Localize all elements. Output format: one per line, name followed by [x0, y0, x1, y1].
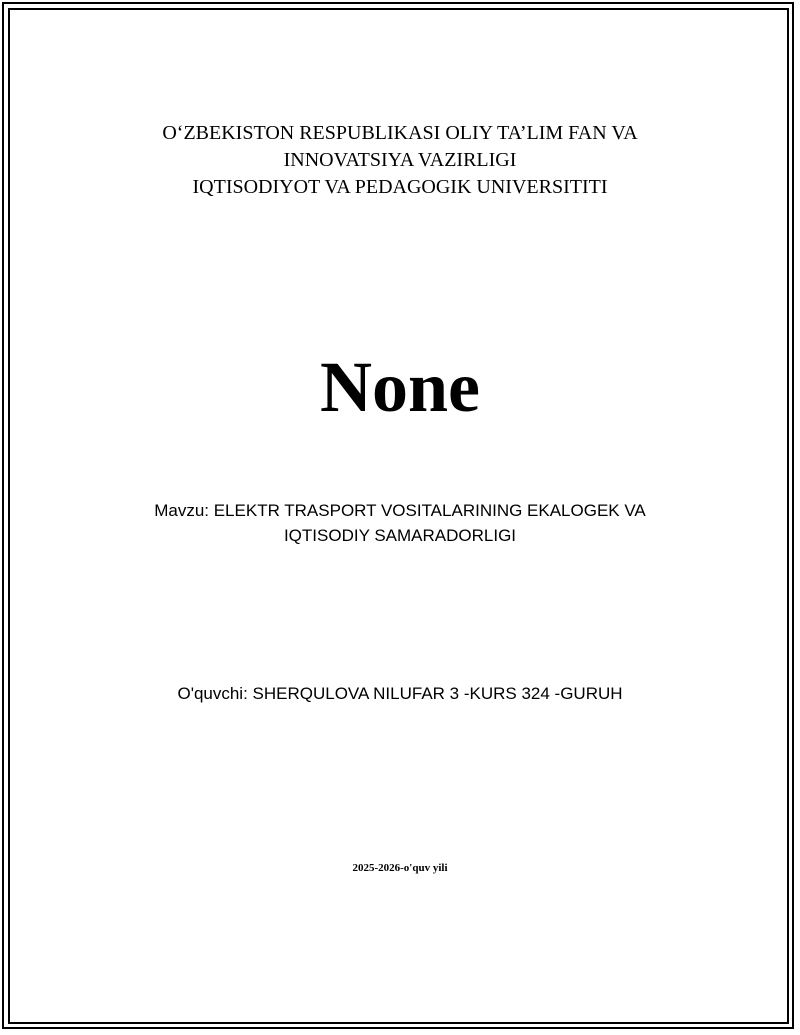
topic-block: [0, 498, 800, 548]
header-line-1: O‘ZBEKISTON RESPUBLIKASI OLIY TA’LIM FAN VA: [162, 122, 638, 144]
header-line-3: IQTISODIYOT VA PEDAGOGIK UNIVERSITITI: [192, 176, 608, 198]
topic-line-1: Mavzu: ELEKTR TRASPORT VOSITALARINING EKALOGEK VA: [154, 501, 646, 520]
header-line-2: INNOVATSIYA VAZIRLIGI: [283, 149, 517, 171]
ministry-header: [0, 120, 800, 201]
student-info: O'quvchi: SHERQULOVA NILUFAR 3 -KURS 324 -GURUH: [177, 684, 623, 703]
academic-year: 2025-2026-o'quv yili: [352, 862, 448, 874]
topic-line-2: IQTISODIY SAMARADORLIGI: [283, 526, 517, 545]
document-title: None: [320, 347, 480, 427]
